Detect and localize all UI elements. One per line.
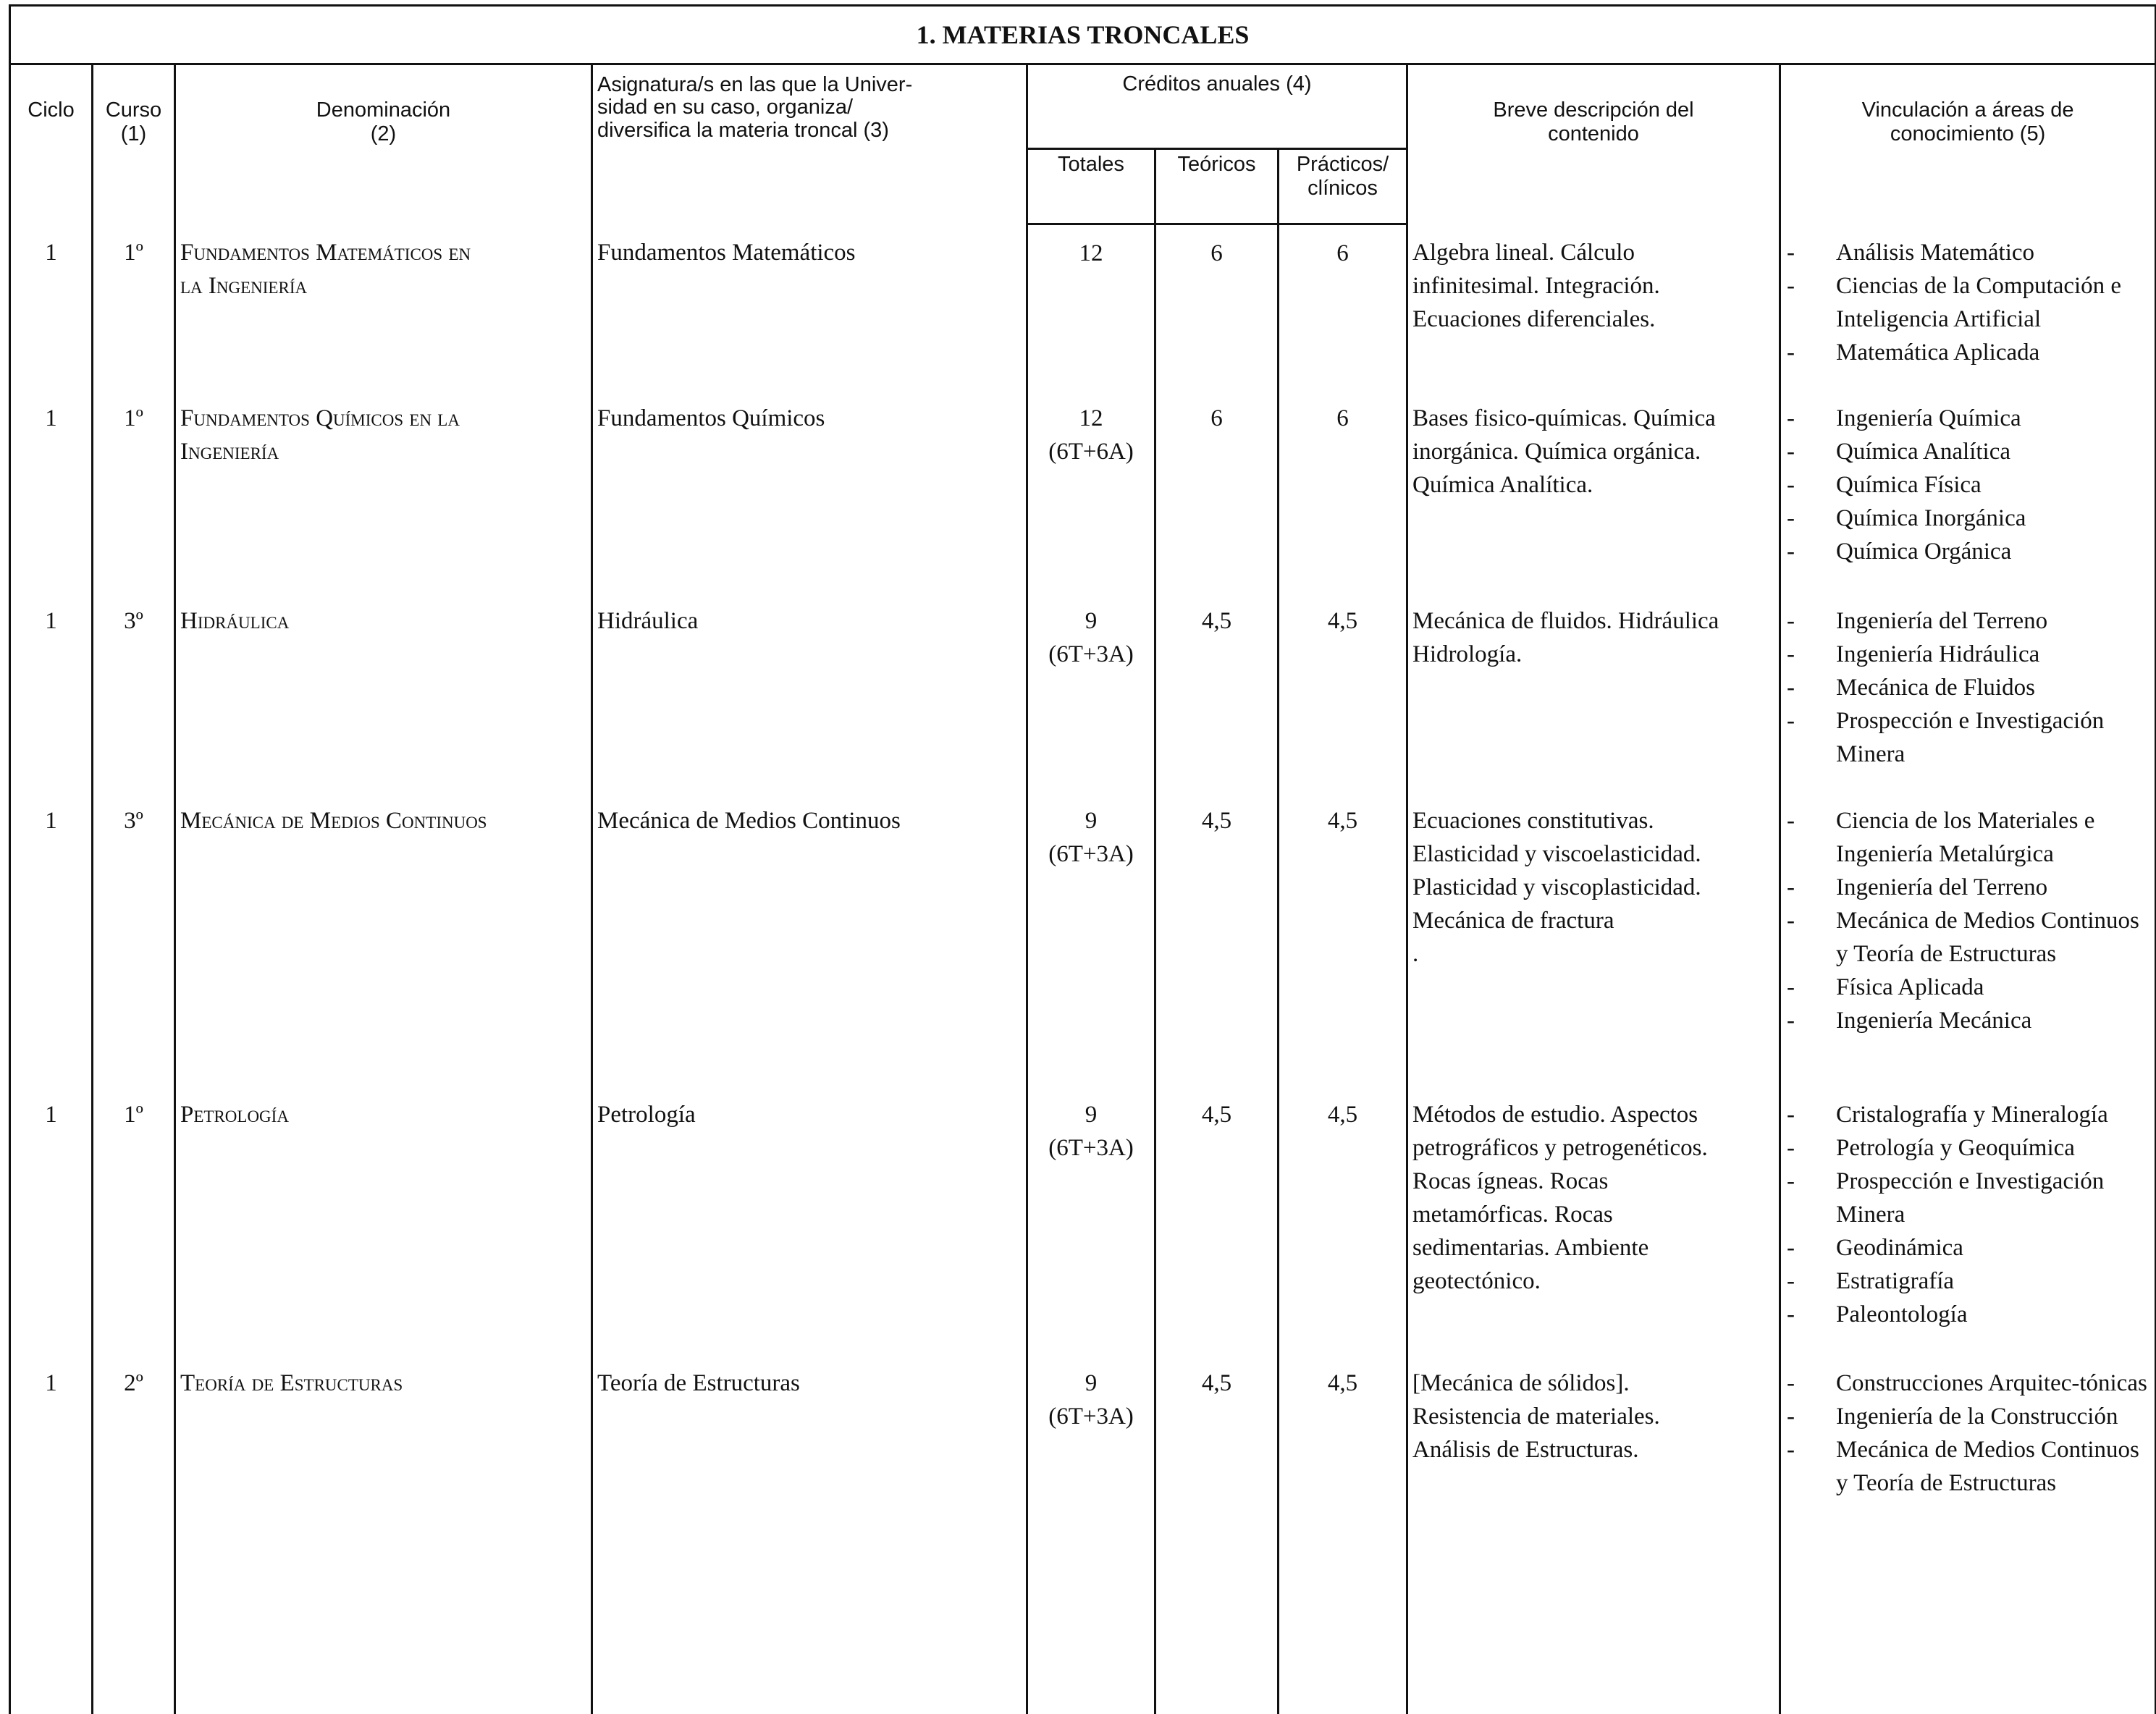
area-item: - Prospección e Investigación Minera bbox=[1781, 704, 2155, 771]
practicos-cell: 6 bbox=[1279, 402, 1407, 604]
table-row bbox=[10, 402, 2156, 604]
descripcion-cell bbox=[1407, 224, 1780, 402]
practicos-cell: 4,5 bbox=[1279, 1367, 1407, 1714]
totales-value: 9 bbox=[1028, 804, 1154, 837]
teoricos-cell: 4,5 bbox=[1155, 1098, 1279, 1367]
descripcion-line: Química Analítica. bbox=[1412, 468, 1776, 502]
header-practicos-line-2: clínicos bbox=[1279, 177, 1406, 200]
practicos-cell: 4,5 bbox=[1279, 1098, 1407, 1367]
totales-cell bbox=[1027, 402, 1155, 604]
header-ciclo bbox=[10, 64, 93, 224]
denominacion-cell bbox=[175, 224, 592, 402]
teoricos-cell: 4,5 bbox=[1155, 1367, 1279, 1714]
curso-cell: 1º bbox=[93, 1098, 175, 1367]
areas-cell bbox=[1780, 804, 2156, 1098]
descripcion-line: Mecánica de fractura bbox=[1412, 904, 1776, 937]
area-item: - Prospección e Investigación Minera bbox=[1781, 1165, 2155, 1231]
totales-value: 9 bbox=[1028, 1367, 1154, 1400]
denominacion-line: Hidráulica bbox=[180, 604, 588, 638]
header-asignatura-line-2: sidad en su caso, organiza/ bbox=[597, 96, 1026, 119]
descripcion-line: inorgánica. Química orgánica. bbox=[1412, 435, 1776, 468]
header-creditos: Créditos anuales (4) bbox=[1027, 64, 1407, 149]
totales-cell bbox=[1027, 1367, 1155, 1714]
teoricos-cell: 6 bbox=[1155, 402, 1279, 604]
totales-value: 9 bbox=[1028, 1098, 1154, 1131]
curso-cell: 3º bbox=[93, 804, 175, 1098]
header-denominacion-note: (2) bbox=[176, 122, 591, 146]
descripcion-cell bbox=[1407, 804, 1780, 1098]
totales-cell bbox=[1027, 224, 1155, 402]
header-asignatura-line-1: Asignatura/s en las que la Univer- bbox=[597, 74, 1026, 96]
asignatura-cell: Petrología bbox=[592, 1098, 1027, 1367]
denominacion-cell bbox=[175, 1367, 592, 1714]
totales-cell bbox=[1027, 804, 1155, 1098]
descripcion-cell bbox=[1407, 604, 1780, 804]
areas-cell bbox=[1780, 224, 2156, 402]
curso-cell: 3º bbox=[93, 604, 175, 804]
area-item: - Cristalografía y Mineralogía bbox=[1781, 1098, 2155, 1131]
areas-list bbox=[1781, 1098, 2155, 1331]
area-item: - Ciencia de los Materiales e Ingeniería Metalúrgica bbox=[1781, 804, 2155, 871]
descripcion-line: [Mecánica de sólidos]. bbox=[1412, 1367, 1776, 1400]
asignatura-cell: Hidráulica bbox=[592, 604, 1027, 804]
header-curso-note: (1) bbox=[93, 122, 174, 146]
table-row bbox=[10, 1367, 2156, 1714]
curso-cell: 1º bbox=[93, 224, 175, 402]
areas-cell bbox=[1780, 604, 2156, 804]
header-ciclo-label: Ciclo bbox=[28, 98, 74, 122]
descripcion-line: Bases fisico-químicas. Química bbox=[1412, 402, 1776, 435]
descripcion-line: Análisis de Estructuras. bbox=[1412, 1433, 1776, 1466]
denominacion-line: Teoría de Estructuras bbox=[180, 1367, 588, 1400]
area-item: - Ingeniería Hidráulica bbox=[1781, 638, 2155, 671]
descripcion-line: Plasticidad y viscoplasticidad. bbox=[1412, 871, 1776, 904]
totales-value: 12 bbox=[1028, 237, 1154, 270]
table-row bbox=[10, 1098, 2156, 1367]
areas-cell bbox=[1780, 402, 2156, 604]
areas-list bbox=[1781, 1367, 2155, 1500]
table-title: 1. MATERIAS TRONCALES bbox=[10, 6, 2156, 64]
denominacion-line: Fundamentos Matemáticos en bbox=[180, 236, 588, 269]
denominacion-line: la Ingeniería bbox=[180, 269, 588, 303]
header-vinculacion-line-2: conocimiento (5) bbox=[1781, 122, 2155, 146]
header-vinculacion-line-1: Vinculación a áreas de bbox=[1781, 98, 2155, 122]
area-item: - Ingeniería del Terreno bbox=[1781, 604, 2155, 638]
descripcion-line: Algebra lineal. Cálculo bbox=[1412, 236, 1776, 269]
descripcion-line: metamórficas. Rocas bbox=[1412, 1198, 1776, 1231]
descripcion-line: Mecánica de fluidos. Hidráulica bbox=[1412, 604, 1776, 638]
denominacion-cell bbox=[175, 1098, 592, 1367]
materias-troncales-table bbox=[9, 4, 2156, 1714]
header-curso bbox=[93, 64, 175, 224]
practicos-cell: 6 bbox=[1279, 224, 1407, 402]
ciclo-cell: 1 bbox=[10, 1098, 93, 1367]
denominacion-line: Fundamentos Químicos en la bbox=[180, 402, 588, 435]
header-teoricos: Teóricos bbox=[1155, 149, 1279, 224]
curso-cell: 1º bbox=[93, 402, 175, 604]
header-practicos-line-1: Prácticos/ bbox=[1279, 153, 1406, 177]
totales-cell bbox=[1027, 1098, 1155, 1367]
areas-cell bbox=[1780, 1367, 2156, 1714]
denominacion-cell bbox=[175, 604, 592, 804]
asignatura-cell: Fundamentos Matemáticos bbox=[592, 224, 1027, 402]
totales-breakdown: (6T+6A) bbox=[1028, 435, 1154, 468]
totales-breakdown: (6T+3A) bbox=[1028, 638, 1154, 671]
descripcion-line: petrográficos y petrogenéticos. bbox=[1412, 1131, 1776, 1165]
area-item: - Ciencias de la Computación e Inteligencia Artificial bbox=[1781, 269, 2155, 336]
area-item: - Construcciones Arquitec-tónicas bbox=[1781, 1367, 2155, 1400]
table-row bbox=[10, 804, 2156, 1098]
ciclo-cell: 1 bbox=[10, 804, 93, 1098]
header-practicos bbox=[1279, 149, 1407, 224]
area-item: - Análisis Matemático bbox=[1781, 236, 2155, 269]
descripcion-line: Rocas ígneas. Rocas bbox=[1412, 1165, 1776, 1198]
table-row bbox=[10, 224, 2156, 402]
totales-breakdown: (6T+3A) bbox=[1028, 1400, 1154, 1433]
header-asignatura bbox=[592, 64, 1027, 224]
descripcion-line: Métodos de estudio. Aspectos bbox=[1412, 1098, 1776, 1131]
teoricos-cell: 4,5 bbox=[1155, 604, 1279, 804]
ciclo-cell: 1 bbox=[10, 1367, 93, 1714]
table-row bbox=[10, 604, 2156, 804]
totales-value: 9 bbox=[1028, 604, 1154, 638]
area-item: - Química Inorgánica bbox=[1781, 502, 2155, 535]
areas-list bbox=[1781, 604, 2155, 771]
descripcion-cell bbox=[1407, 1098, 1780, 1367]
ciclo-cell: 1 bbox=[10, 402, 93, 604]
teoricos-cell: 6 bbox=[1155, 224, 1279, 402]
denominacion-line: Petrología bbox=[180, 1098, 588, 1131]
area-item: - Química Física bbox=[1781, 468, 2155, 502]
ciclo-cell: 1 bbox=[10, 604, 93, 804]
header-descripcion bbox=[1407, 64, 1780, 224]
totales-breakdown: (6T+3A) bbox=[1028, 1131, 1154, 1165]
totales-cell bbox=[1027, 604, 1155, 804]
asignatura-cell: Fundamentos Químicos bbox=[592, 402, 1027, 604]
practicos-cell: 4,5 bbox=[1279, 804, 1407, 1098]
area-item: - Paleontología bbox=[1781, 1298, 2155, 1331]
header-totales: Totales bbox=[1027, 149, 1155, 224]
descripcion-line: Ecuaciones constitutivas. bbox=[1412, 804, 1776, 837]
area-item: - Química Orgánica bbox=[1781, 535, 2155, 568]
areas-cell bbox=[1780, 1098, 2156, 1367]
area-item: - Geodinámica bbox=[1781, 1231, 2155, 1265]
area-item: - Mecánica de Medios Continuos y Teoría de Estructuras bbox=[1781, 904, 2155, 971]
header-descripcion-line-2: contenido bbox=[1408, 122, 1779, 146]
areas-list bbox=[1781, 402, 2155, 568]
areas-list bbox=[1781, 236, 2155, 369]
descripcion-line: Resistencia de materiales. bbox=[1412, 1400, 1776, 1433]
header-curso-label: Curso bbox=[93, 98, 174, 122]
totales-value: 12 bbox=[1028, 402, 1154, 435]
teoricos-cell: 4,5 bbox=[1155, 804, 1279, 1098]
area-item: - Ingeniería Mecánica bbox=[1781, 1004, 2155, 1037]
area-item: - Física Aplicada bbox=[1781, 971, 2155, 1004]
descripcion-line: Elasticidad y viscoelasticidad. bbox=[1412, 837, 1776, 871]
area-item: - Ingeniería del Terreno bbox=[1781, 871, 2155, 904]
asignatura-cell: Teoría de Estructuras bbox=[592, 1367, 1027, 1714]
header-asignatura-line-3: diversifica la materia troncal (3) bbox=[597, 119, 1026, 142]
descripcion-line: geotectónico. bbox=[1412, 1265, 1776, 1298]
descripcion-cell bbox=[1407, 1367, 1780, 1714]
practicos-cell: 4,5 bbox=[1279, 604, 1407, 804]
descripcion-line: sedimentarias. Ambiente bbox=[1412, 1231, 1776, 1265]
descripcion-line: Hidrología. bbox=[1412, 638, 1776, 671]
area-item: - Química Analítica bbox=[1781, 435, 2155, 468]
descripcion-line: . bbox=[1412, 937, 1776, 971]
areas-list bbox=[1781, 804, 2155, 1037]
descripcion-line: infinitesimal. Integración. bbox=[1412, 269, 1776, 303]
descripcion-cell bbox=[1407, 402, 1780, 604]
area-item: - Petrología y Geoquímica bbox=[1781, 1131, 2155, 1165]
denominacion-cell bbox=[175, 402, 592, 604]
ciclo-cell: 1 bbox=[10, 224, 93, 402]
header-denominacion bbox=[175, 64, 592, 224]
asignatura-cell: Mecánica de Medios Continuos bbox=[592, 804, 1027, 1098]
curso-cell: 2º bbox=[93, 1367, 175, 1714]
area-item: - Mecánica de Fluidos bbox=[1781, 671, 2155, 704]
area-item: - Estratigrafía bbox=[1781, 1265, 2155, 1298]
area-item: - Ingeniería Química bbox=[1781, 402, 2155, 435]
header-denominacion-label: Denominación bbox=[176, 98, 591, 122]
area-item: - Matemática Aplicada bbox=[1781, 336, 2155, 369]
table-body bbox=[10, 224, 2156, 1714]
totales-breakdown: (6T+3A) bbox=[1028, 837, 1154, 871]
area-item: - Ingeniería de la Construcción bbox=[1781, 1400, 2155, 1433]
header-vinculacion bbox=[1780, 64, 2156, 224]
denominacion-line: Ingeniería bbox=[180, 435, 588, 468]
denominacion-line: Mecánica de Medios Continuos bbox=[180, 804, 588, 837]
descripcion-line: Ecuaciones diferenciales. bbox=[1412, 303, 1776, 336]
header-descripcion-line-1: Breve descripción del bbox=[1408, 98, 1779, 122]
denominacion-cell bbox=[175, 804, 592, 1098]
area-item: - Mecánica de Medios Continuos y Teoría de Estructuras bbox=[1781, 1433, 2155, 1500]
